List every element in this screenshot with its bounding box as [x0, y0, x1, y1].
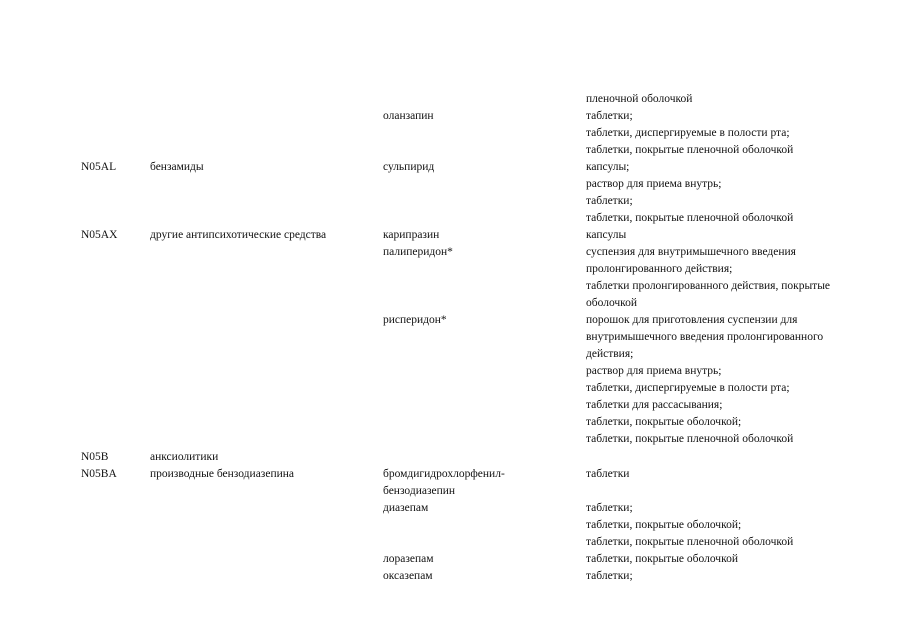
drug-name: лоразепам — [383, 553, 434, 565]
form-text: внутримышечного введения пролонгированного — [586, 331, 824, 343]
drug-name: рисперидон* — [383, 314, 447, 326]
form-text: таблетки; — [586, 502, 633, 514]
drug-name: карипразин — [383, 229, 440, 241]
form-text: таблетки, покрытые пленочной оболочкой — [586, 433, 794, 445]
form-text: порошок для приготовления суспензии для — [586, 314, 798, 326]
drug-name: сульпирид — [383, 161, 435, 173]
atc-code: N05AX — [81, 229, 118, 241]
drug-name: палиперидон* — [383, 246, 453, 258]
form-text: таблетки пролонгированного действия, покрытые — [586, 280, 831, 292]
form-text: суспензия для внутримышечного введения — [586, 246, 796, 258]
form-text: таблетки, диспергируемые в полости рта; — [586, 382, 790, 394]
form-text: капсулы — [586, 229, 627, 241]
form-text: пленочной оболочкой — [586, 93, 693, 105]
group-name: другие антипсихотические средства — [150, 229, 327, 241]
form-text: пролонгированного действия; — [586, 263, 733, 275]
drug-name: диазепам — [383, 502, 429, 514]
form-text: таблетки, покрытые пленочной оболочкой — [586, 144, 794, 156]
form-text: таблетки, покрытые оболочкой — [586, 553, 738, 565]
group-name: бензамиды — [150, 161, 204, 173]
drug-name: оланзапин — [383, 110, 434, 122]
form-text: таблетки, диспергируемые в полости рта; — [586, 127, 790, 139]
form-text: таблетки для рассасывания; — [586, 399, 723, 411]
form-text: таблетки; — [586, 195, 633, 207]
form-text: таблетки; — [586, 110, 633, 122]
form-text: оболочкой — [586, 297, 638, 309]
form-text: таблетки, покрытые пленочной оболочкой — [586, 212, 794, 224]
form-text: таблетки, покрытые оболочкой; — [586, 519, 742, 531]
group-name: производные бензодиазепина — [150, 468, 295, 480]
form-text: раствор для приема внутрь; — [586, 365, 722, 377]
form-text: таблетки, покрытые оболочкой; — [586, 416, 742, 428]
group-name: анксиолитики — [150, 451, 219, 463]
atc-code: N05B — [81, 451, 109, 463]
drug-name: оксазепам — [383, 570, 433, 582]
atc-code: N05BA — [81, 468, 117, 480]
atc-code: N05AL — [81, 161, 117, 173]
form-text: таблетки; — [586, 570, 633, 582]
drug-name: бромдигидрохлорфенил- — [383, 468, 505, 480]
form-text: таблетки, покрытые пленочной оболочкой — [586, 536, 794, 548]
form-text: раствор для приема внутрь; — [586, 178, 722, 190]
form-text: действия; — [586, 348, 634, 360]
drug-name-continued: бензодиазепин — [383, 485, 456, 497]
form-text: капсулы; — [586, 161, 630, 173]
form-text: таблетки — [586, 468, 630, 480]
